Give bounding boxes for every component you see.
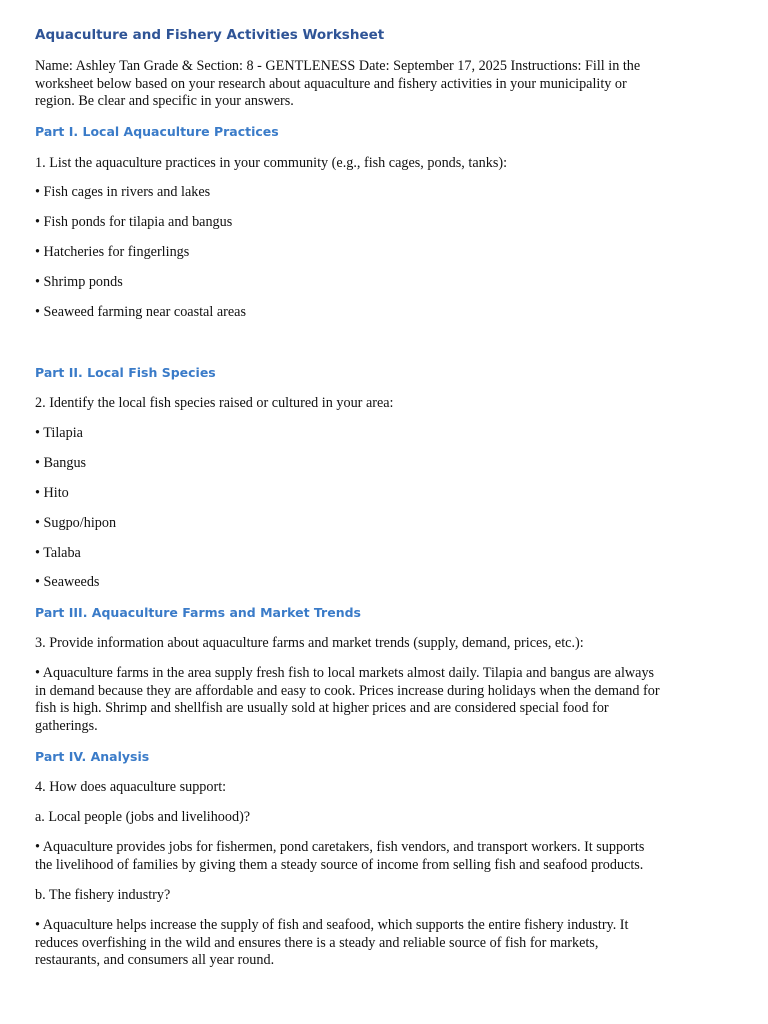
answer-line: gatherings. (35, 717, 98, 734)
header-info (35, 58, 735, 111)
part4-sub-b: b. The fishery industry? (35, 887, 171, 903)
part2-question: 2. Identify the local fish species raised or cultured in your area: (35, 395, 394, 411)
part2-item: • Seaweeds (35, 574, 100, 590)
part4-question: 4. How does aquaculture support: (35, 779, 227, 795)
part3-answer (35, 665, 735, 735)
part1-item: • Hatcheries for fingerlings (35, 244, 190, 260)
part4-answer-a (35, 839, 735, 874)
part2-item: • Bangus (35, 455, 87, 471)
answer-line: • Aquaculture provides jobs for fishermen, pond caretakers, fish vendors, and transport workers. It supports (35, 839, 645, 855)
part4-answer-b (35, 917, 735, 970)
part1-item: • Shrimp ponds (35, 274, 123, 290)
part1-heading: Part I. Local Aquaculture Practices (35, 124, 279, 139)
part1-item: • Seaweed farming near coastal areas (35, 304, 246, 320)
part3-heading: Part III. Aquaculture Farms and Market Trends (35, 605, 361, 620)
answer-line: restaurants, and consumers all year round. (35, 952, 275, 968)
part2-heading: Part II. Local Fish Species (35, 365, 216, 380)
answer-line: • Aquaculture helps increase the supply of fish and seafood, which supports the entire fishery industry. It (35, 917, 629, 933)
answer-line: the livelihood of families by giving them a steady source of income from selling fish and seafood products. (35, 856, 644, 873)
part2-item: • Tilapia (35, 425, 83, 441)
part1-item: • Fish ponds for tilapia and bangus (35, 214, 233, 230)
header-line: worksheet below based on your research about aquaculture and fishery activities in your municipality or (35, 75, 627, 92)
part4-heading: Part IV. Analysis (35, 749, 150, 764)
answer-line: fish is high. Shrimp and shellfish are usually sold at higher prices and are considered special food for (35, 700, 609, 716)
part2-item: • Hito (35, 485, 69, 501)
worksheet-title: Aquaculture and Fishery Activities Worksheet (35, 27, 385, 43)
answer-line: reduces overfishing in the wild and ensures there is a steady and reliable source of fish for markets, (35, 934, 599, 951)
part1-item: • Fish cages in rivers and lakes (35, 184, 211, 200)
part1-question: 1. List the aquaculture practices in your community (e.g., fish cages, ponds, tanks): (35, 155, 508, 171)
answer-line: in demand because they are affordable and easy to cook. Prices increase during holidays when the demand for (35, 682, 660, 699)
part4-sub-a: a. Local people (jobs and livelihood)? (35, 809, 251, 825)
answer-line: • Aquaculture farms in the area supply fresh fish to local markets almost daily. Tilapia and bangus are always (35, 665, 655, 681)
part2-item: • Talaba (35, 545, 81, 561)
part2-item: • Sugpo/hipon (35, 515, 117, 531)
header-line: region. Be clear and specific in your answers. (35, 93, 294, 109)
header-line: Name: Ashley Tan Grade & Section: 8 - GENTLENESS Date: September 17, 2025 Instructions: Fill in the (35, 58, 641, 74)
part3-question: 3. Provide information about aquaculture farms and market trends (supply, demand, prices, etc.): (35, 635, 584, 651)
